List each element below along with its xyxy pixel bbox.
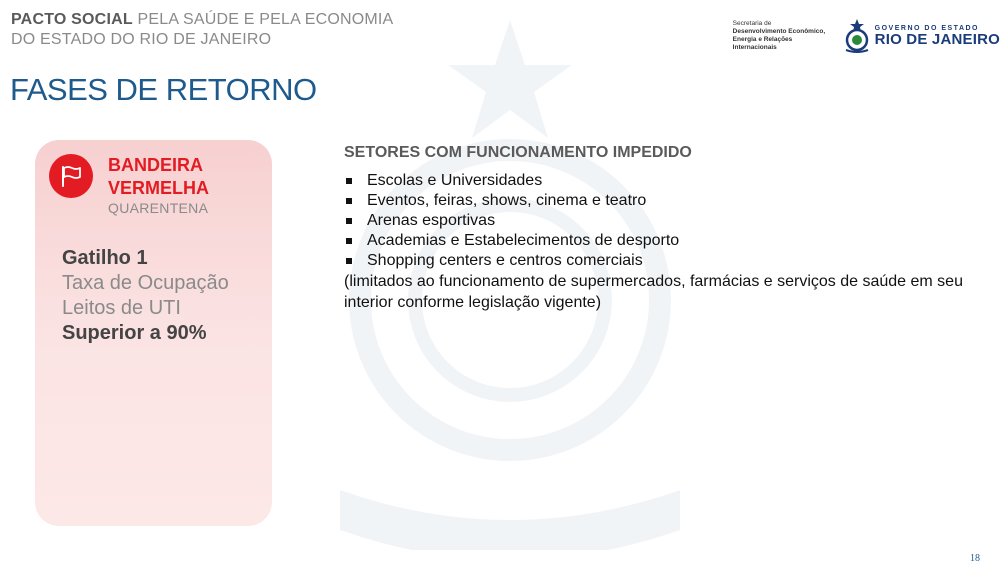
secretaria-logo-text: Secretaria de Desenvolvimento Econômico, Energia e Relações Internacionais [732, 20, 826, 51]
red-flag-card [35, 140, 272, 526]
flag-icon [59, 164, 83, 188]
header-logos [733, 18, 1000, 54]
trigger-metric-2: Leitos de UTI [62, 297, 181, 319]
list-item: Academias e Estabelecimentos de desporto [344, 231, 994, 251]
header-line-2: DO ESTADO DO RIO DE JANEIRO [11, 31, 272, 48]
exception-note: (limitados ao funcionamento de supermercados, farmácias e serviços de saúde em seu interior conforme legislação vigente) [344, 273, 963, 311]
trigger-metric-1: Taxa de Ocupação [62, 272, 229, 294]
rio-de-janeiro-label: RIO DE JANEIRO [874, 30, 1000, 48]
flag-subtitle: QUARENTENA [108, 200, 209, 216]
list-item: Shopping centers e centros comerciais [344, 251, 994, 271]
list-item: Eventos, feiras, shows, cinema e teatro [344, 191, 994, 211]
coat-of-arms-icon [843, 18, 871, 54]
sector-list [344, 171, 994, 271]
governo-logo [843, 18, 1000, 54]
trigger-label: Gatilho 1 [62, 247, 148, 269]
page-number: 18 [970, 553, 980, 564]
trigger-block [62, 246, 229, 346]
flag-title: BANDEIRA VERMELHA [108, 155, 210, 198]
flag-badge [49, 154, 93, 198]
list-item: Arenas esportivas [344, 211, 994, 231]
section-heading: SETORES COM FUNCIONAMENTO IMPEDIDO [344, 144, 692, 161]
list-item: Escolas e Universidades [344, 171, 994, 191]
page-title: FASES DE RETORNO [10, 72, 317, 107]
restricted-sectors [344, 144, 994, 313]
trigger-threshold: Superior a 90% [62, 322, 207, 344]
header-line-1: PACTO SOCIAL PELA SAÚDE E PELA ECONOMIA [11, 11, 394, 28]
governo-label: GOVERNO DO ESTADO [874, 24, 979, 32]
